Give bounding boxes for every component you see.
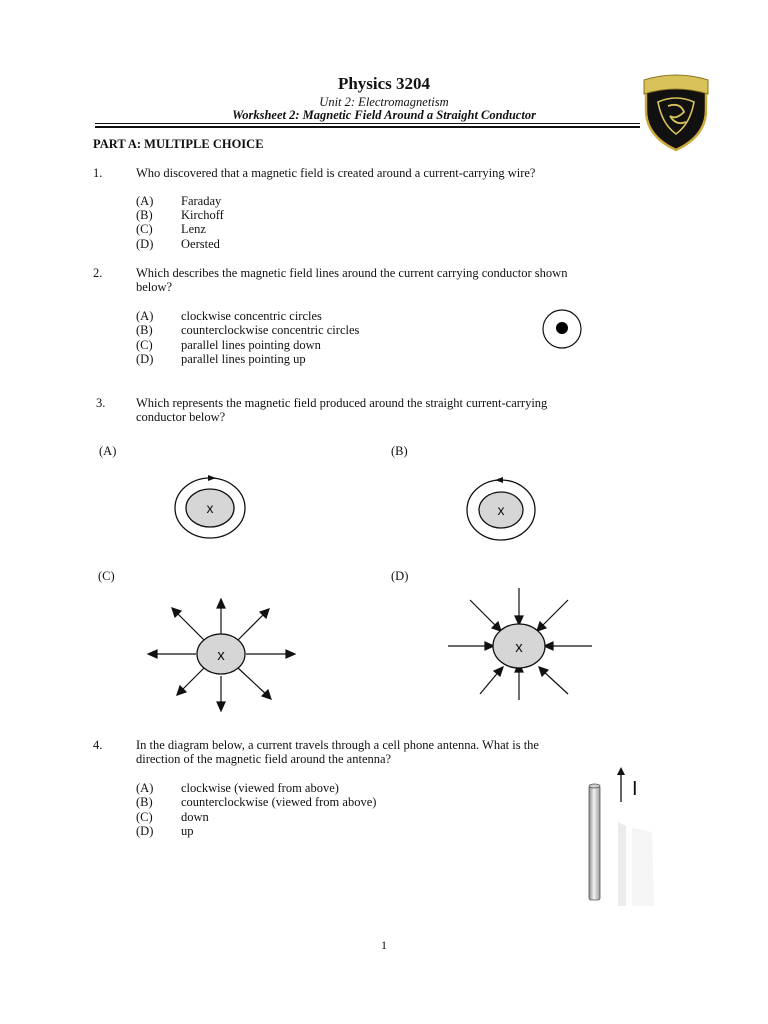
q1-option-d-text: Oersted xyxy=(181,237,220,251)
q2-option-d-text: parallel lines pointing up xyxy=(181,352,306,366)
q2-option-a-text: clockwise concentric circles xyxy=(181,309,322,323)
cell-phone-antenna-icon xyxy=(572,762,662,906)
q4-option-d-letter: (D) xyxy=(136,824,154,838)
school-crest-icon xyxy=(640,72,712,152)
q3-diagram-b-label: (B) xyxy=(391,444,408,458)
unit-subtitle: Unit 2: Electromagnetism xyxy=(319,95,449,109)
q2-option-b-text: counterclockwise concentric circles xyxy=(181,323,360,337)
part-a-heading: PART A: MULTIPLE CHOICE xyxy=(93,137,264,151)
q1-option-b-text: Kirchoff xyxy=(181,208,224,222)
q4-option-a-letter: (A) xyxy=(136,781,154,795)
q4-option-b-letter: (B) xyxy=(136,795,153,809)
q2-option-d-letter: (D) xyxy=(136,352,154,366)
q4-option-a-text: clockwise (viewed from above) xyxy=(181,781,339,795)
q3-diagram-c xyxy=(146,598,296,712)
q3-diagram-a xyxy=(168,470,252,544)
q3-diagram-a-label: (A) xyxy=(99,444,117,458)
q4-option-c-letter: (C) xyxy=(136,810,153,824)
q2-option-a-letter: (A) xyxy=(136,309,154,323)
q3-diagram-d-label: (D) xyxy=(391,569,409,583)
question-2-text-line1: Which describes the magnetic field lines around the current carrying conductor shown xyxy=(136,266,568,280)
header-rule-thick xyxy=(95,126,640,128)
q1-option-d-letter: (D) xyxy=(136,237,154,251)
question-3-number: 3. xyxy=(96,396,106,410)
q2-option-c-text: parallel lines pointing down xyxy=(181,338,321,352)
q2-option-b-letter: (B) xyxy=(136,323,153,337)
q1-option-b-letter: (B) xyxy=(136,208,153,222)
q3-a-conductor-symbol: x xyxy=(206,500,214,516)
page-number: 1 xyxy=(381,938,387,952)
worksheet-title: Physics 3204 xyxy=(337,74,431,93)
q3-c-conductor-symbol: x xyxy=(217,647,225,664)
question-4-number: 4. xyxy=(93,738,103,752)
q3-b-conductor-symbol: x xyxy=(497,502,505,518)
q4-option-b-text: counterclockwise (viewed from above) xyxy=(181,795,377,809)
q1-option-a-letter: (A) xyxy=(136,194,154,208)
q3-diagram-d xyxy=(444,586,594,702)
question-4-text-line2: direction of the magnetic field around the antenna? xyxy=(136,752,392,766)
question-2-number: 2. xyxy=(93,266,103,280)
q1-option-c-letter: (C) xyxy=(136,222,153,236)
question-1-text: Who discovered that a magnetic field is created around a current-carrying wire? xyxy=(136,166,536,180)
question-1-number: 1. xyxy=(93,166,103,180)
question-2-text-line2: below? xyxy=(136,280,173,294)
q4-option-d-text: up xyxy=(181,824,194,838)
q2-option-c-letter: (C) xyxy=(136,338,153,352)
question-4-text-line1: In the diagram below, a current travels through a cell phone antenna. What is the xyxy=(136,738,539,752)
question-3-text-line1: Which represents the magnetic field produced around the straight current-carrying xyxy=(136,396,548,410)
worksheet-subtitle: Worksheet 2: Magnetic Field Around a Straight Conductor xyxy=(232,108,536,122)
current-out-of-page-icon xyxy=(539,307,585,351)
q3-diagram-c-label: (C) xyxy=(98,569,115,583)
question-3-text-line2: conductor below? xyxy=(136,410,226,424)
header-rule-thin xyxy=(95,123,640,124)
current-label: I xyxy=(632,778,638,800)
q4-option-c-text: down xyxy=(181,810,209,824)
q1-option-a-text: Faraday xyxy=(181,194,222,208)
q3-diagram-b xyxy=(463,472,547,546)
q1-option-c-text: Lenz xyxy=(181,222,206,236)
q3-d-conductor-symbol: x xyxy=(515,639,523,656)
